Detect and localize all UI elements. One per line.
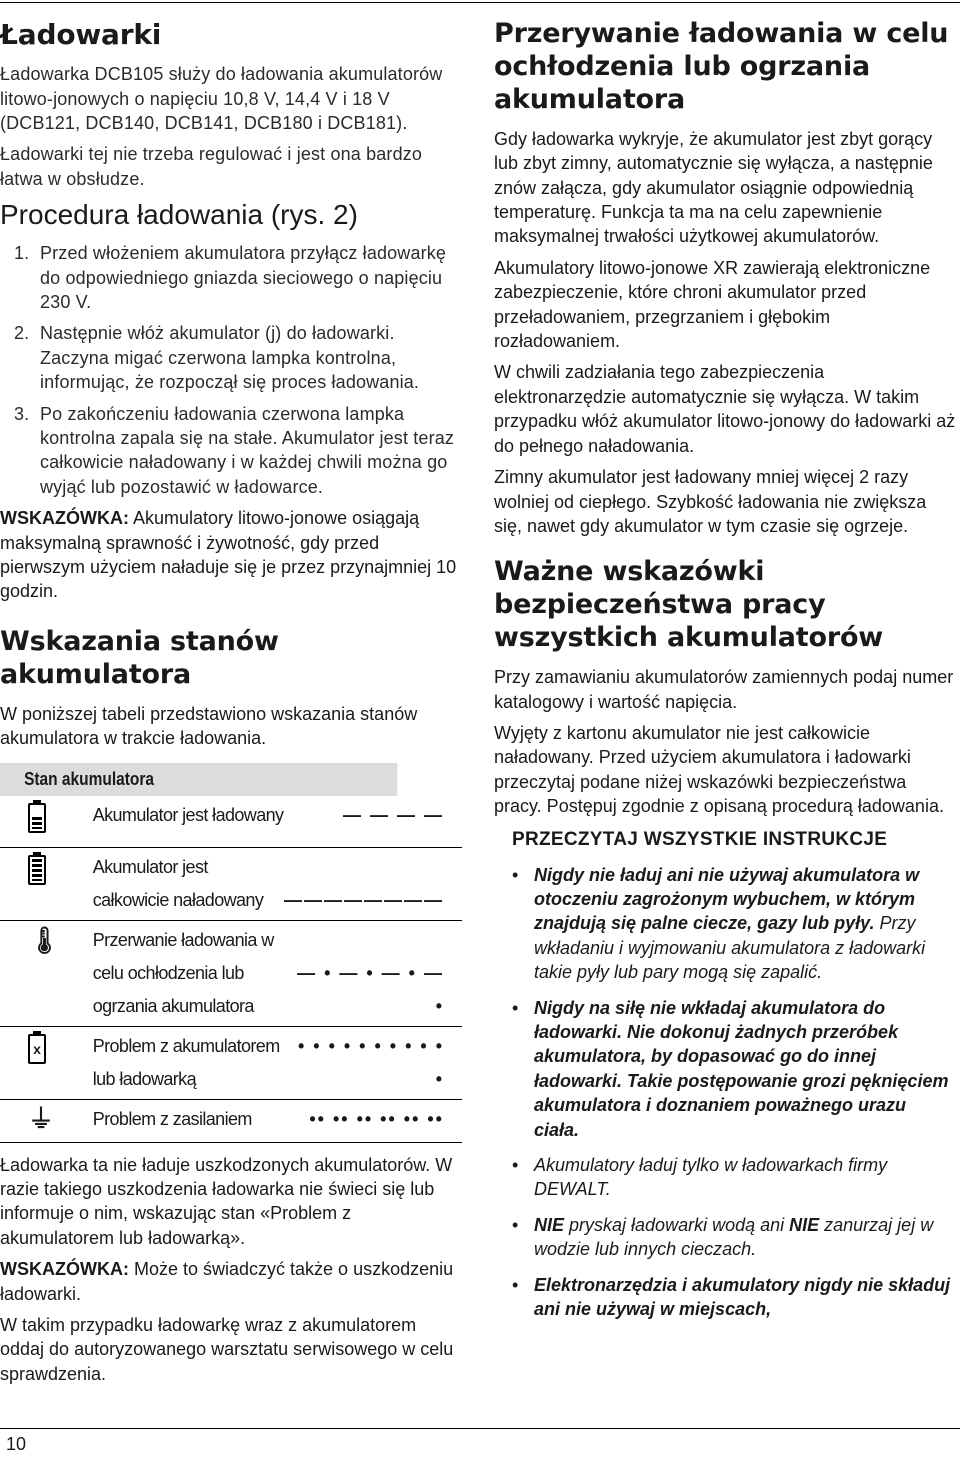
- read-all-instructions: PRZECZYTAJ WSZYSTKIE INSTRUKCJE: [512, 828, 888, 850]
- procedure-step: 1. Przed włożeniem akumulatora przyłącz ładowarkę do odpowiedniego gniazda sieciowego o napięciu 230 V.: [14, 243, 447, 312]
- plug-fault-icon: ⏚: [28, 1103, 55, 1134]
- table-row: x Problem z akumulatorem lub ładowarką • • • • • • • • • • •: [0, 1026, 462, 1099]
- table-row: Akumulator jest całkowicie naładowany ————————: [0, 847, 462, 920]
- paragraph: Gdy ładowarka wykryje, że akumulator jest zbyt gorący lub zbyt zimny, automatycznie się wyłącza, a następnie znów załącza, gdy akumulator osiągnie odpowiednią temperaturę. Funkcja ta ma na celu zapewnienie maksymalnej trwałości użytkowej akumulatorów.: [494, 128, 933, 247]
- intro-paragraph-2: Ładowarki tej nie trzeba regulować i jest ona bardzo łatwa w obsłudze.: [0, 144, 423, 189]
- table-row: ⏚ Problem z zasilaniem •• •• •• •• •• ••: [0, 1099, 462, 1142]
- states-intro: W poniższej tabeli przedstawiono wskazania stanów akumulatora w trakcie ładowania.: [0, 703, 418, 749]
- paragraph: Przy zamawianiu akumulatorów zamiennych podaj numer katalogowy i wartość napięcia.: [494, 667, 954, 712]
- service-paragraph: W takim przypadku ładowarkę wraz z akumulatorem oddaj do autoryzowanego warsztatu serwisowego w celu sprawdzenia.: [0, 1315, 454, 1384]
- battery-full-icon: [28, 855, 46, 885]
- note-1: WSKAZÓWKA: Akumulatory litowo-jonowe osiągają maksymalną sprawność i żywotność, gdy przed pierwszym użyciem naładuje się je przez przynajmniej 10 godzin.: [0, 508, 457, 602]
- list-item: • Elektronarzędzia i akumulatory nigdy nie składuj ani nie używaj w miejscach,: [494, 1273, 956, 1322]
- table-row: 🌡 Przerwanie ładowania w celu ochłodzenia lub ogrzania akumulatora — • — • — • — •: [0, 920, 462, 1026]
- paragraph: W chwili zadziałania tego zabezpieczenia elektronarzędzie automatycznie się wyłącza. W takim przypadku włóż akumulator litowo-jonowy do ładowarki aż do pełnego naładowania.: [494, 362, 956, 456]
- procedure-step: 2. Następnie włóż akumulator (j) do ładowarki. Zaczyna migać czerwona lampka kontrolna, informując, że rozpoczął się proces ładowania.: [14, 323, 420, 393]
- paragraph: Zimny akumulator jest ładowany mniej więcej 2 razy wolniej od ciepłego. Szybkość ładowania nie zwiększa się, nawet gdy akumulator w tym czasie się ogrzeje.: [494, 467, 927, 536]
- table-row: Akumulator jest ładowany — — — —: [0, 796, 462, 848]
- procedure-steps: [0, 241, 462, 499]
- safety-bullets: [494, 863, 956, 1322]
- battery-charging-icon: [28, 803, 46, 833]
- paragraph: Wyjęty z kartonu akumulator nie jest całkowicie naładowany. Przed użyciem akumulatora i ładowarki przeczytaj podane niżej wskazówki bezpieczeństwa pracy. Postępuj zgodnie z opisaną procedurą ładowania.: [494, 722, 944, 817]
- section-title-chargers: Ładowarki: [0, 18, 162, 51]
- safety-title: Ważne wskazówki bezpieczeństwa pracy wszystkich akumulatorów: [494, 556, 884, 654]
- right-column: [494, 14, 956, 1332]
- left-column: [0, 14, 462, 1393]
- list-item: • NIE pryskaj ładowarki wodą ani NIE zanurzaj jej w wodzie lub innych cieczach.: [494, 1213, 956, 1262]
- page-number: 10: [6, 1434, 27, 1454]
- procedure-step: 3. Po zakończeniu ładowania czerwona lampka kontrolna zapala się na stałe. Akumulator jest teraz całkowicie naładowany i w każdej chwili można go wyjąć lub pozostawić w ładowarce.: [14, 403, 455, 497]
- battery-states-table: [0, 763, 462, 1143]
- paragraph: Akumulatory litowo-jonowe XR zawierają elektroniczne zabezpieczenie, które chroni akumulator przed przeładowaniem, przegrzaniem i głębokim rozładowaniem.: [494, 257, 931, 352]
- interrupt-title: Przerywanie ładowania w celu ochłodzenia lub ogrzania akumulatora: [494, 18, 949, 115]
- top-rule: [0, 2, 960, 3]
- battery-fault-icon: x: [28, 1034, 46, 1064]
- thermometer-icon: 🌡: [28, 924, 62, 955]
- procedure-title: Procedura ładowania (rys. 2): [0, 199, 358, 231]
- list-item: • Nigdy na siłę nie wkładaj akumulatora do ładowarki. Nie dokonuj żadnych przeróbek akumulatora, by dopasować go do innej ładowarki. Takie postępowanie grozi pęknięciem akumulatora i doznaniem poważnego urazu ciała.: [494, 996, 956, 1142]
- table-header: Stan akumulatora: [0, 763, 397, 796]
- bottom-rule: [0, 1428, 960, 1429]
- note-2: WSKAZÓWKA: Może to świadczyć także o uszkodzeniu ładowarki.: [0, 1259, 454, 1304]
- list-item: • Nigdy nie ładuj ani nie używaj akumulatora w otoczeniu zagrożonym wybuchem, w którym znajdują się palne ciecze, gazy lub pyły. Przy wkładaniu i wyjmowaniu akumulatora z ładowarki takie pyły lub pary mogą się zapalić.: [494, 863, 956, 985]
- list-item: • Akumulatory ładuj tylko w ładowarkach firmy DEWALT.: [494, 1153, 956, 1202]
- after-table-paragraph: Ładowarka ta nie ładuje uszkodzonych akumulatorów. W razie takiego uszkodzenia ładowarka nie świeci się lub informuje o nim, wskazując stan «Problem z akumulatorem lub ładowarką».: [0, 1154, 453, 1248]
- states-title: Wskazania stanów akumulatora: [0, 625, 279, 690]
- intro-paragraph-1: Ładowarka DCB105 służy do ładowania akumulatorów litowo-jonowych o napięciu 10,8 V, 14,4 V i 18 V (DCB121, DCB140, DCB141, DCB180 i DCB181).: [0, 64, 443, 133]
